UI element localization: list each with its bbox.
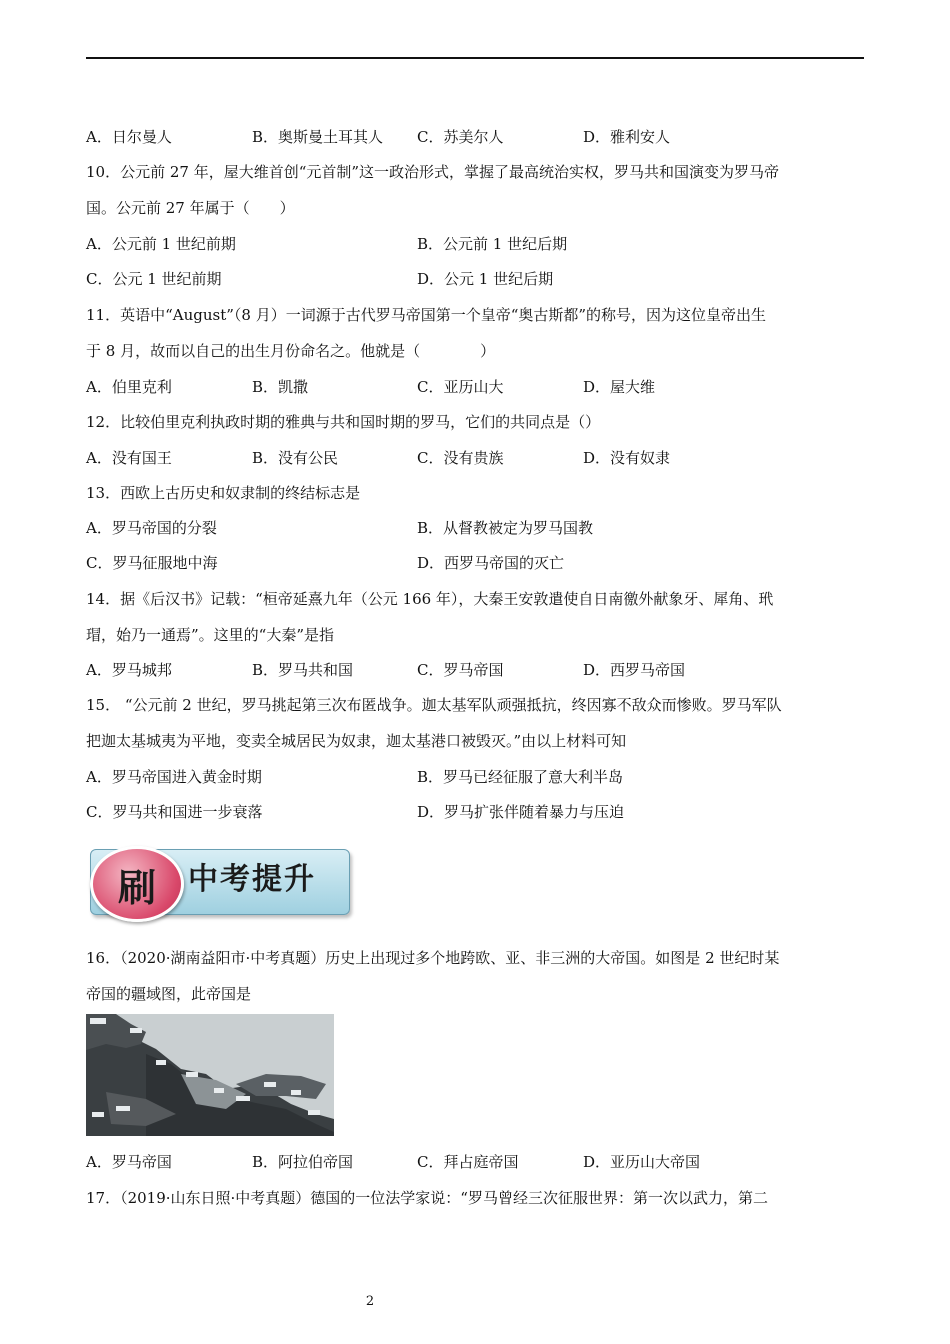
q11-stem-line1: 11．英语中“August”（8 月）一词源于古代罗马帝国第一个皇帝“奥古斯都”的称号，因为这位皇帝出生 (86, 306, 767, 324)
q15-option-c[interactable]: C．罗马共和国进一步衰落 (86, 803, 263, 821)
q9-option-c[interactable]: C．苏美尔人 (417, 128, 504, 146)
section-banner (90, 846, 350, 916)
q12-stem: 12．比较伯里克利执政时期的雅典与共和国时期的罗马，它们的共同点是（） (86, 413, 601, 431)
header-rule (86, 57, 864, 59)
q10-option-d[interactable]: D．公元 1 世纪后期 (417, 270, 554, 288)
q9-option-d[interactable]: D．雅利安人 (583, 128, 671, 146)
q11-option-b[interactable]: B．凯撒 (252, 378, 309, 396)
q12-option-d[interactable]: D．没有奴隶 (583, 449, 671, 467)
q15-option-d[interactable]: D．罗马扩张伴随着暴力与压迫 (417, 803, 625, 821)
q11-option-d[interactable]: D．屋大维 (583, 378, 656, 396)
q12-option-c[interactable]: C．没有贵族 (417, 449, 504, 467)
q10-option-a[interactable]: A．公元前 1 世纪前期 (86, 235, 236, 253)
page-number: 2 (365, 1294, 375, 1309)
q11-stem-line2: 于 8 月，故而以自己的出生月份命名之。他就是（ ） (86, 342, 496, 360)
banner-title: 中考提升 (188, 862, 316, 897)
q13-option-c[interactable]: C．罗马征服地中海 (86, 554, 218, 572)
q13-option-b[interactable]: B．从督教被定为罗马国教 (417, 519, 594, 537)
q11-option-a[interactable]: A．伯里克利 (86, 378, 172, 396)
q9-option-a[interactable]: A．日尔曼人 (86, 128, 172, 146)
q16-option-d[interactable]: D．亚历山大帝国 (583, 1153, 701, 1171)
q14-stem-line1: 14．据《后汉书》记载：“桓帝延熹九年（公元 166 年），大秦王安敦遣使自日南徼外献象牙、犀角、玳 (86, 590, 774, 608)
q13-option-d[interactable]: D．西罗马帝国的灭亡 (417, 554, 565, 572)
q12-option-a[interactable]: A．没有国王 (86, 449, 172, 467)
q12-option-b[interactable]: B．没有公民 (252, 449, 339, 467)
q14-option-b[interactable]: B．罗马共和国 (252, 661, 354, 679)
q16-option-b[interactable]: B．阿拉伯帝国 (252, 1153, 354, 1171)
q16-option-c[interactable]: C．拜占庭帝国 (417, 1153, 519, 1171)
q14-option-c[interactable]: C．罗马帝国 (417, 661, 504, 679)
q10-stem-line2: 国。公元前 27 年属于（ ） (86, 199, 295, 217)
q13-stem: 13．西欧上古历史和奴隶制的终结标志是 (86, 484, 361, 502)
q10-stem-line1: 10．公元前 27 年，屋大维首创“元首制”这一政治形式，掌握了最高统治实权，罗马共和国演变为罗马帝 (86, 163, 780, 181)
q14-option-d[interactable]: D．西罗马帝国 (583, 661, 686, 679)
q13-option-a[interactable]: A．罗马帝国的分裂 (86, 519, 217, 537)
q16-stem-line1: 16．（2020·湖南益阳市·中考真题）历史上出现过多个地跨欧、亚、非三洲的大帝国。如图是 2 世纪时某 (86, 949, 780, 967)
q14-option-a[interactable]: A．罗马城邦 (86, 661, 172, 679)
q11-option-c[interactable]: C．亚历山大 (417, 378, 504, 396)
q15-stem-line1: 15． “公元前 2 世纪，罗马挑起第三次布匿战争。迦太基军队顽强抵抗，终因寡不敌众而惨败。罗马军队 (86, 696, 782, 714)
q9-option-b[interactable]: B．奥斯曼土耳其人 (252, 128, 384, 146)
empire-territory-map (86, 1014, 334, 1136)
q15-stem-line2: 把迦太基城夷为平地，变卖全城居民为奴隶，迦太基港口被毁灭。”由以上材料可知 (86, 732, 627, 750)
q15-option-a[interactable]: A．罗马帝国进入黄金时期 (86, 768, 262, 786)
q16-stem-line2: 帝国的疆域图，此帝国是 (86, 985, 252, 1003)
map-illustration (86, 1014, 334, 1136)
q15-option-b[interactable]: B．罗马已经征服了意大利半岛 (417, 768, 624, 786)
q16-option-a[interactable]: A．罗马帝国 (86, 1153, 172, 1171)
banner-circle-badge: 刷 (90, 846, 184, 922)
q10-option-c[interactable]: C．公元 1 世纪前期 (86, 270, 222, 288)
q17-stem-line1: 17．（2019·山东日照·中考真题）德国的一位法学家说：“罗马曾经三次征服世界：第一次以武力，第二 (86, 1189, 768, 1207)
q10-option-b[interactable]: B．公元前 1 世纪后期 (417, 235, 568, 253)
q14-stem-line2: 瑁，始乃一通焉”。这里的“大秦”是指 (86, 626, 335, 644)
